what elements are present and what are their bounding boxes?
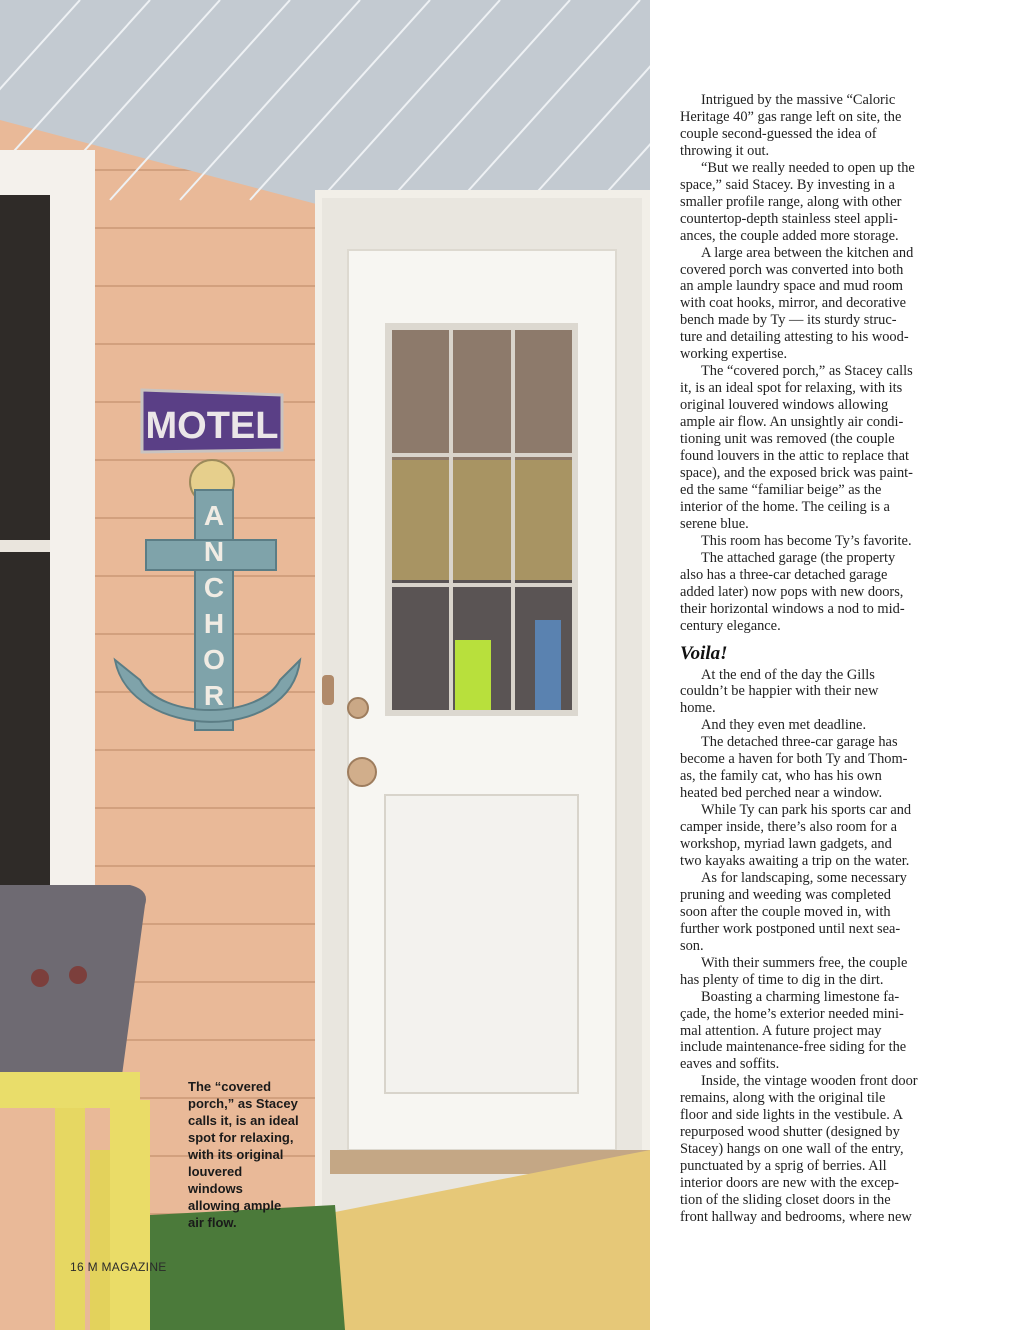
article-line: As for landscaping, some necessary bbox=[701, 869, 907, 886]
article-line: further work postponed until next sea- bbox=[680, 920, 901, 937]
caption-line: porch,” as Stacey bbox=[188, 1096, 298, 1111]
article-line: heated bed perched near a window. bbox=[680, 785, 883, 802]
article-line: camper inside, there’s also room for a bbox=[680, 819, 897, 836]
article-line: space), and the exposed brick was paint- bbox=[680, 464, 913, 481]
anchor-letter: A bbox=[203, 500, 225, 531]
article-line: repurposed wood shutter (designed by bbox=[680, 1124, 900, 1141]
caption-line: spot for relaxing, bbox=[188, 1130, 294, 1145]
article-line: two kayaks awaiting a trip on the water. bbox=[680, 852, 910, 869]
article-line: covered porch was converted into both bbox=[680, 261, 904, 278]
article-line: A large area between the kitchen and bbox=[701, 244, 914, 261]
article-line: At the end of the day the Gills bbox=[701, 666, 875, 683]
article-line: with coat hooks, mirror, and decorative bbox=[680, 295, 907, 312]
section-heading: Voila! bbox=[680, 642, 728, 664]
article-line: ances, the couple added more storage. bbox=[680, 227, 899, 244]
article-line: Inside, the vintage wooden front door bbox=[701, 1073, 918, 1090]
anchor-letter: C bbox=[203, 572, 225, 603]
article-line: ture and detailing attesting to his wood- bbox=[680, 329, 909, 346]
article-line: include maintenance-free siding for the bbox=[680, 1039, 907, 1056]
caption-line: The “covered bbox=[188, 1079, 272, 1094]
caption-line: louvered bbox=[188, 1164, 243, 1179]
door-panel bbox=[385, 795, 578, 1093]
article-line: it, is an ideal spot for relaxing, with its bbox=[680, 380, 903, 397]
article-line: This room has become Ty’s favorite. bbox=[701, 532, 912, 549]
article-line: century elegance. bbox=[680, 617, 781, 634]
article-line: home. bbox=[680, 700, 716, 717]
article-line: punctuated by a sprig of berries. All bbox=[680, 1158, 887, 1175]
article-line: remains, along with the original tile bbox=[680, 1090, 886, 1107]
anchor-letter: H bbox=[203, 608, 225, 639]
article-line: ample air flow. An unsightly air condi- bbox=[680, 414, 904, 431]
article-body-1 bbox=[680, 92, 955, 635]
article-line: interior doors are new with the excep- bbox=[680, 1175, 899, 1192]
article-line: tion of the sliding closet doors in the bbox=[680, 1192, 891, 1209]
article-line: tioning unit was removed (the couple bbox=[680, 431, 895, 448]
article-line: With their summers free, the couple bbox=[701, 954, 908, 971]
photo-caption bbox=[188, 1078, 308, 1231]
caption-line: with its original bbox=[188, 1147, 284, 1162]
article-line: become a haven for both Ty and Thom- bbox=[680, 751, 908, 768]
article-line: countertop-depth stainless steel appli- bbox=[680, 210, 898, 227]
article-line: their horizontal windows a nod to mid- bbox=[680, 600, 905, 617]
anchor-letter: R bbox=[203, 680, 225, 711]
caption-line: allowing ample bbox=[188, 1198, 282, 1213]
motel-sign-text: MOTEL bbox=[145, 405, 279, 447]
article-line: ed the same “familiar beige” as the bbox=[680, 481, 882, 498]
article-line: front hallway and bedrooms, where new bbox=[680, 1209, 912, 1225]
article-line: couldn’t be happier with their new bbox=[680, 683, 879, 700]
article-line: as, the family cat, who has his own bbox=[680, 768, 882, 785]
window-glass bbox=[0, 195, 50, 925]
deadbolt bbox=[348, 698, 368, 718]
article-line: interior of the home. The ceiling is a bbox=[680, 498, 890, 515]
article-line: workshop, myriad lawn gadgets, and bbox=[680, 836, 892, 853]
article-line: Intrigued by the massive “Caloric bbox=[701, 92, 896, 108]
article-column bbox=[680, 92, 955, 1226]
caption-line: windows bbox=[188, 1181, 243, 1196]
gray-pillow bbox=[0, 885, 146, 1090]
article-line: also has a three-car detached garage bbox=[680, 566, 888, 583]
anchor-letter: N bbox=[203, 536, 225, 567]
article-line: Boasting a charming limestone fa- bbox=[701, 988, 900, 1005]
article-line: Stacey) hangs on one wall of the entry, bbox=[680, 1141, 904, 1158]
anchor-letter: O bbox=[203, 644, 225, 675]
caption-line: air flow. bbox=[188, 1215, 237, 1230]
caption-line: calls it, is an ideal bbox=[188, 1113, 299, 1128]
article-line: son. bbox=[680, 937, 704, 954]
article-line: The detached three-car garage has bbox=[701, 734, 898, 751]
article-body-2 bbox=[680, 667, 955, 1226]
door-knob bbox=[348, 758, 376, 786]
door-hinge bbox=[322, 675, 334, 705]
article-line: added later) now pops with new doors, bbox=[680, 583, 904, 600]
article-line: smaller profile range, along with other bbox=[680, 193, 902, 210]
article-line: has plenty of time to dig in the dirt. bbox=[680, 971, 884, 988]
article-line: throwing it out. bbox=[680, 142, 770, 159]
article-line: floor and side lights in the vestibule. A bbox=[680, 1107, 904, 1124]
article-line: Heritage 40” gas range left on site, the bbox=[680, 108, 902, 125]
article-line: mal attention. A future project may bbox=[680, 1022, 882, 1039]
article-line: And they even met deadline. bbox=[701, 717, 867, 734]
article-line: The attached garage (the property bbox=[701, 549, 896, 566]
article-line: space,” said Stacey. By investing in a bbox=[680, 176, 895, 193]
article-line: serene blue. bbox=[680, 515, 749, 532]
article-line: soon after the couple moved in, with bbox=[680, 903, 891, 920]
article-line: “But we really needed to open up the bbox=[701, 159, 915, 176]
article-line: The “covered porch,” as Stacey calls bbox=[701, 363, 913, 380]
article-line: çade, the home’s exterior needed mini- bbox=[680, 1005, 904, 1022]
article-line: working expertise. bbox=[680, 346, 788, 363]
article-line: While Ty can park his sports car and bbox=[701, 802, 912, 819]
article-line: pruning and weeding was completed bbox=[680, 886, 892, 903]
article-line: eaves and soffits. bbox=[680, 1056, 780, 1073]
article-line: an ample laundry space and mud room bbox=[680, 278, 903, 295]
article-line: couple second-guessed the idea of bbox=[680, 125, 877, 142]
article-line: original louvered windows allowing bbox=[680, 397, 889, 414]
page-folio: 16 M MAGAZINE bbox=[70, 1260, 167, 1274]
article-line: bench made by Ty — its sturdy struc- bbox=[680, 312, 897, 329]
article-line: found louvers in the attic to replace that bbox=[680, 448, 909, 465]
